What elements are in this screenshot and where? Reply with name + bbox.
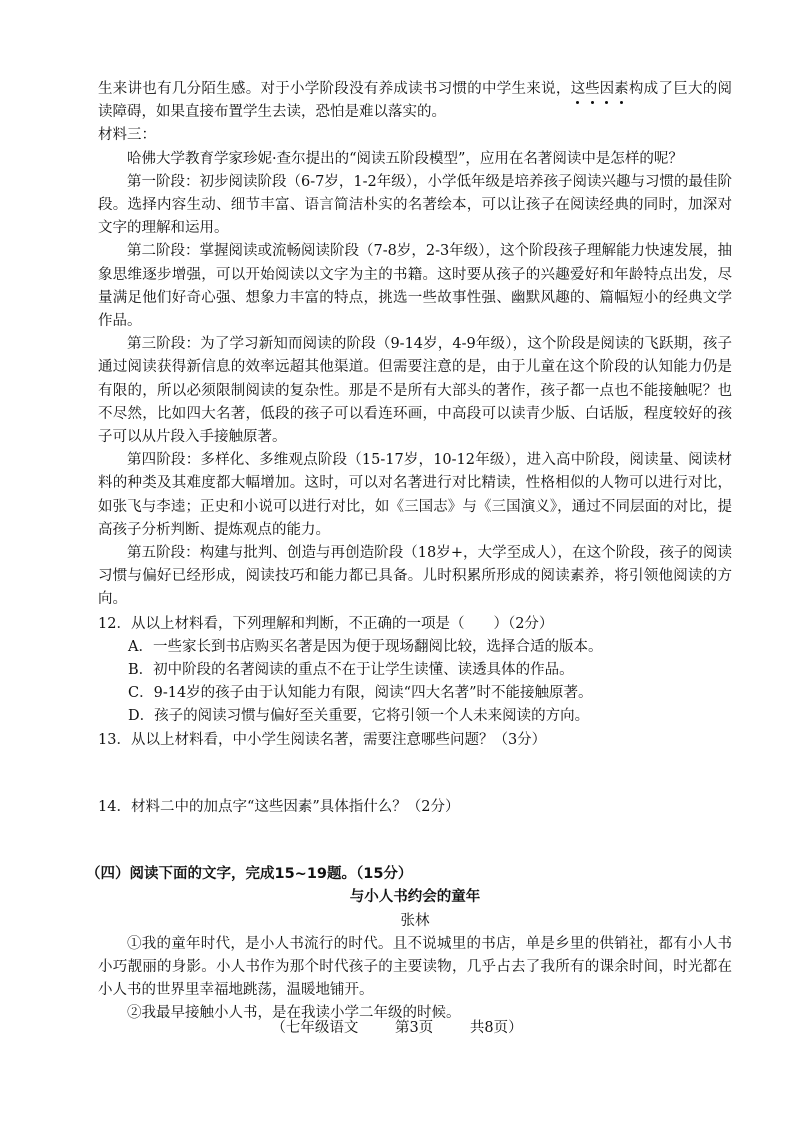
emphasis-char: 些 [585, 78, 600, 101]
intro-paragraph [98, 78, 732, 124]
emphasis-char: 因 [600, 78, 615, 101]
footer-total-pages: 共8页） [469, 1020, 523, 1036]
question-12-option-d: D．孩子的阅读习惯与偏好至关重要，它将引领一个人未来阅读的方向。 [128, 708, 590, 725]
intro-text-b: 构成了巨大的阅读障碍，如果直接布置学生去读，恐怕是难以落实的。 [98, 81, 733, 121]
intro-text-a: 生来讲也有几分陌生感。对于小学阶段没有养成读书习惯的中学生来说， [98, 81, 571, 97]
emphasis-char: 素 [614, 78, 629, 101]
material3-heading: 材料三： [98, 127, 156, 144]
material3-paragraph: 哈佛大学教育学家珍妮·查尔提出的“阅读五阶段模型”，应用在名著阅读中是怎样的呢？ [127, 150, 683, 167]
material3-paragraph: 第二阶段：掌握阅读或流畅阅读阶段（7-8岁，2-3年级），这个阶段孩子理解能力快速发展，抽象思维逐步增强，可以开始阅读以文字为主的书籍。这时要从孩子的兴趣爱好和年龄特点出发，尽量满足他们好奇心强、想象力丰富的特点，挑选一些故事性强、幽默风趣的、篇幅短小的经典文学作品。 [98, 243, 732, 330]
question-12-option-c: C．9-14岁的孩子由于认知能力有限，阅读“四大名著”时不能接触原著。 [128, 685, 593, 702]
question-12-option-a: A．一些家长到书店购买名著是因为便于现场翻阅比较，选择合适的版本。 [128, 638, 603, 655]
page-footer [0, 1016, 794, 1037]
material3-paragraph: 第五阶段：构建与批判、创造与再创造阶段（18岁+，大学至成人），在这个阶段，孩子的阅读习惯与偏好已经形成，阅读技巧和能力都已具备。儿时积累所形成的阅读素养，将引领他阅读的方向。 [98, 545, 732, 608]
emphasis-char: 这 [571, 78, 586, 101]
article-title: 与小人书约会的童年 [349, 889, 481, 906]
material3-paragraph: 第一阶段：初步阅读阶段（6-7岁，1-2年级），小学低年级是培养孩子阅读兴趣与习惯的最佳阶段。选择内容生动、细节丰富、语言简洁朴实的名著绘本，可以让孩子在阅读经典的同时，加深对文字的理解和运用。 [98, 173, 732, 237]
article-author: 张林 [400, 912, 430, 929]
article-paragraph: ①我的童年时代，是小人书流行的时代。且不说城里的书店，单是乡里的供销社，都有小人书小巧靓丽的身影。小人书作为那个时代孩子的主要读物，几乎占去了我所有的课余时间，时光都在小人书的世界里幸福地跳荡，温暖地铺开。 [98, 935, 732, 999]
section-4-heading: （四）阅读下面的文字，完成15~19题。（15分） [86, 866, 413, 883]
question-12-option-b: B．初中阶段的名著阅读的重点不在于让学生读懂、读透具体的作品。 [128, 662, 574, 679]
footer-subject: （七年级语文 [271, 1020, 359, 1036]
question-13-stem: 13．从以上材料看，中小学生阅读名著，需要注意哪些问题？（3分） [98, 731, 547, 748]
answer-space [98, 819, 732, 863]
answer-space [98, 752, 732, 796]
footer-page-number: 第3页 [395, 1020, 434, 1036]
material3-paragraph: 第三阶段：为了学习新知而阅读的阶段（9-14岁，4-9年级），这个阶段是阅读的飞跃期，孩子通过阅读获得新信息的效率远超其他渠道。但需要注意的是，由于儿童在这个阶段的认知能力仍是有限的，所以必须限制阅读的复杂性。那是不是所有大部头的著作，孩子都一点也不能接触呢？也不尽然，比如四大名著，低段的孩子可以看连环画，中高段可以读青少版、白话版，程度较好的孩子可以从片段入手接触原著。 [98, 336, 732, 446]
article-paragraph: ②我最早接触小人书，是在我读小学二年级的时候。 [127, 1005, 461, 1022]
question-14-stem: 14．材料二中的加点字“这些因素”具体指什么？（2分） [98, 798, 460, 815]
material3-paragraph: 第四阶段：多样化、多维观点阶段（15-17岁，10-12年级），进入高中阶段，阅读量、阅读材料的种类及其难度都大幅增加。这时，可以对名著进行对比精读，性格相似的人物可以进行对比，如张飞与李逵；正史和小说可以进行对比，如《三国志》与《三国演义》，通过不同层面的对比，提高孩子分析判断、提炼观点的能力。 [98, 452, 732, 538]
question-12-stem: 12．从以上材料看，下列理解和判断，不正确的一项是（ ）（2分） [98, 615, 554, 632]
